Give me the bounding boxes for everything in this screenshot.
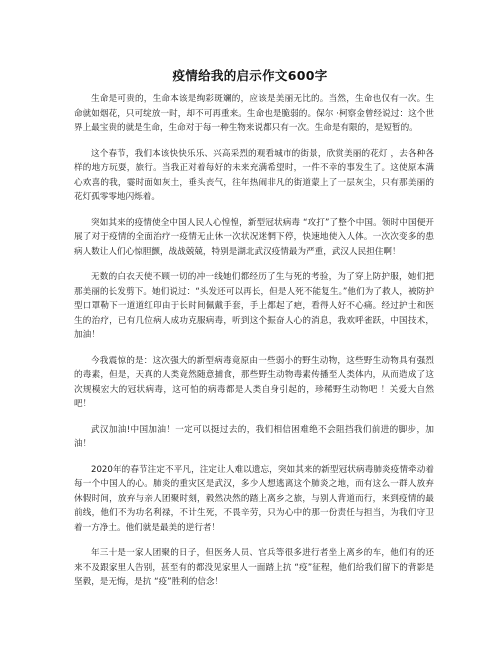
paragraph: 生命是可贵的，生命本该是绚彩斑斓的，应该是美丽无比的。当然，生命也仅有一次。生命就如烟花，只可绽放一时，却不可再重来。生命也是脆弱的。保尔 ·柯察金曾经说过：这个世界上最宝贵的就是生命，生命对于每一种生物来说都只有一次。生命是有限的，是短暂的。 (74, 94, 434, 133)
paragraph: 无数的白衣天使不顾一切的冲一线她们都经历了生与死的考验，为了穿上防护服，她们把那美丽的长发剪下。她们说过：“头发还可以再长，但是人死不能复生。”他们为了救人，被防护型口罩勒下一道道红印由于长时间佩戴手套，手上都起了疤，看得人好不心痛。经过护士和医生的治疗，已有几位病人成功克服病毒，听到这个振奋人心的消息，我欢呼雀跃，中国技术，加油！ (74, 272, 434, 340)
paragraph: 这个春节，我们本该快快乐乐、兴高采烈的观看城市的街景，欣赏美丽的花灯 ，去各种各样的地方玩耍，旅行。当我正对着每好的未来充满希望时，一件不幸的事发生了。这使原本满心欢喜的我，霎时面如灰土，垂头丧气，往年热闹非凡的街道蒙上了一层灰尘，只有那美丽的花灯孤零零地闪烁着。 (74, 148, 434, 202)
paragraph: 2020年的春节注定不平凡，注定让人难以遗忘，突如其来的新型冠状病毒肺炎疫情牵动着每一个中国人的心。肺炎的重灾区是武汉，多少人想逃离这个肺炎之地，而有这么一群人放弃休假时间，放弃与亲人团聚时刻，毅然决然的踏上离乡之旅，与别人背道而行，来到疫情的最前线，他们不为功名利禄，不计生死，不畏辛劳，只为心中的那一份责任与担当，为我们守卫着一方净土。他们就是最美的逆行者！ (74, 464, 434, 533)
paragraph: 突如其来的疫情使全中国人民人心惶惶，新型冠状病毒 “攻打”了整个中国。领时中国便开展了对于疫情的全面治疗一疫情无止休一次状况迷惘下停，快速地使入人体。一次次变多的患病人数让人们心惊胆颤，战战兢兢，特别是湖北武汉疫情最为严重，武汉人民担住啊！ (74, 217, 434, 257)
document-body (74, 92, 434, 601)
paragraph: 年三十是一家人团聚的日子，但医务人员、官兵等很多进行者坐上离乡的车，他们有的还来不及跟家里人告别，甚至有的都没见家里人一面踏上抗 “疫”征程，他们给我们留下的背影是坚毅，是无悔，是抗 “疫”胜利的信念！ (74, 548, 434, 587)
paragraph: 武汉加油!中国加油！一定可以挺过去的，我们相信困难绝不会阻挡我们前进的脚步，加油！ (74, 424, 434, 449)
document-title: 疫情给我的启示作文600字 (172, 68, 328, 83)
paragraph: 今我震惊的是：这次强大的新型病毒竟原由一些弱小的野生动物，这些野生动物具有强烈的毒素，但是，天真的人类竟然随意捕食，那些野生动物毒素传播至人类体内，从而造成了这次规模宏大的冠状病毒，这可怕的病毒都是人类自身引起的，珍稀野生动物吧 ！关爱大自然吧！ (74, 355, 434, 409)
